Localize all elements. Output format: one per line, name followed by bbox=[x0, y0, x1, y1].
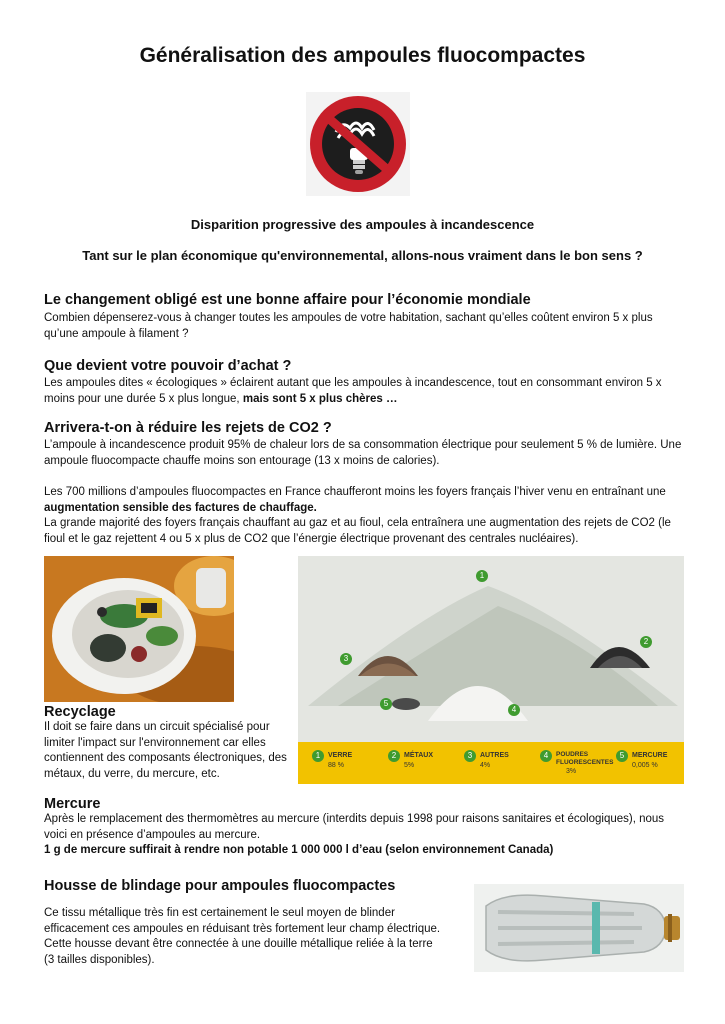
legend-marker: 2 bbox=[388, 750, 400, 762]
recycling-heading: Recyclage bbox=[44, 704, 116, 720]
legend-marker: 5 bbox=[616, 750, 628, 762]
marker-5: 5 bbox=[380, 698, 392, 710]
purchasing-text-bold: mais sont 5 x plus chères … bbox=[242, 392, 398, 405]
section-shield bbox=[44, 878, 444, 968]
section-purchasing bbox=[44, 358, 684, 407]
legend-name: POUDRES FLUORESCENTES bbox=[556, 751, 614, 766]
legend-marker: 3 bbox=[464, 750, 476, 762]
co2-paragraph-2-bold: augmentation sensible des factures de chauffage. bbox=[44, 501, 317, 514]
page-title: Généralisation des ampoules fluocompactes bbox=[139, 44, 586, 67]
legend-percent: 5% bbox=[404, 762, 415, 769]
legend-marker: 4 bbox=[540, 750, 552, 762]
economy-heading: Le changement obligé est une bonne affaire pour l’économie mondiale bbox=[44, 292, 531, 308]
legend-percent: 0,005 % bbox=[632, 762, 658, 769]
legend-item bbox=[616, 750, 682, 768]
legend-name: MÉTAUX bbox=[404, 752, 434, 759]
legend-percent: 3% bbox=[566, 768, 577, 775]
co2-heading: Arrivera-t-on à réduire les rejets de CO2 ? bbox=[44, 420, 332, 436]
marker-3: 3 bbox=[340, 653, 352, 665]
legend-percent: 88 % bbox=[328, 762, 344, 769]
mercury-heading: Mercure bbox=[44, 796, 101, 812]
lead-question: Tant sur le plan économique qu'environnemental, allons-nous vraiment dans le bon sens ? bbox=[82, 248, 643, 263]
legend-item bbox=[388, 750, 460, 768]
legend-marker: 1 bbox=[312, 750, 324, 762]
legend-name: VERRE bbox=[328, 752, 353, 759]
section-economy bbox=[44, 292, 684, 342]
co2-paragraph-2: Les 700 millions d’ampoules fluocompactes en France chaufferont moins les foyers français l’hiver venu en entraînant une bbox=[44, 486, 666, 498]
legend-percent: 4% bbox=[480, 762, 491, 769]
co2-paragraph-1: L’ampoule à incandescence produit 95% de chaleur lors de sa consommation électrique pour seulement 5 % de lumière. Une ampoule fluocompacte chauffe moins son entourage (13 x moins de calories). bbox=[44, 439, 682, 467]
bulb-electronics-photo bbox=[44, 556, 234, 702]
purchasing-text: Les ampoules dites « écologiques » éclairent autant que les ampoules à incandescence, tout en consommant environ 5 x moins pour une durée 5 x plus longue, bbox=[44, 377, 662, 405]
legend-item bbox=[540, 750, 614, 775]
section-co2 bbox=[44, 420, 684, 547]
mercury-text: Après le remplacement des thermomètres au mercure (interdits depuis 1998 pour raisons sanitaires et écologiques), nous voici en présence d’ampoules au mercure. bbox=[44, 813, 665, 841]
legend-item bbox=[464, 750, 536, 768]
marker-4: 4 bbox=[508, 704, 520, 716]
legend-name: MERCURE bbox=[632, 752, 668, 759]
section-mercury bbox=[44, 796, 684, 859]
marker-2: 2 bbox=[640, 636, 652, 648]
legend-item bbox=[312, 750, 386, 768]
mercury-text-bold: 1 g de mercure suffirait à rendre non potable 1 000 000 l d’eau (selon environnement Canada) bbox=[44, 844, 554, 856]
section-recycling bbox=[44, 704, 288, 782]
purchasing-heading: Que devient votre pouvoir d’achat ? bbox=[44, 358, 292, 374]
subtitle: Disparition progressive des ampoules à incandescence bbox=[190, 217, 535, 232]
co2-paragraph-3: La grande majorité des foyers français chauffant au gaz et au fioul, cela entraînera une augmentation des rejets de CO2 (le fioul et le gaz rejettent 4 ou 5 x plus de CO2 que l’énergie électrique provenant des centrales nucléaires). bbox=[44, 517, 671, 545]
materials-legend bbox=[298, 742, 684, 784]
economy-text: Combien dépenserez-vous à changer toutes les ampoules de votre habitation, sachant qu’elles coûtent environ 5 x plus qu’une ampoule à filament ? bbox=[44, 312, 653, 340]
shield-text: Ce tissu métallique très fin est certainement le seul moyen de blinder efficacement ces ampoules en réduisant très fortement leur champ électrique. Cette housse devant être connectée à une douille métallique reliée à la terre (3 tailles disponibles). bbox=[44, 907, 441, 966]
marker-1: 1 bbox=[476, 570, 488, 582]
shielded-bulb-photo bbox=[474, 884, 684, 972]
recycling-text: Il doit se faire dans un circuit spécialisé pour limiter l'impact sur l'environnement car elles contiennent des composants électroniques, des métaux, du verre, du mercure, etc. bbox=[44, 721, 287, 780]
ban-bulb-icon bbox=[306, 92, 410, 196]
shield-heading: Housse de blindage pour ampoules fluocompactes bbox=[44, 878, 396, 894]
recycled-materials-photo bbox=[298, 556, 684, 784]
legend-name: AUTRES bbox=[480, 752, 509, 759]
